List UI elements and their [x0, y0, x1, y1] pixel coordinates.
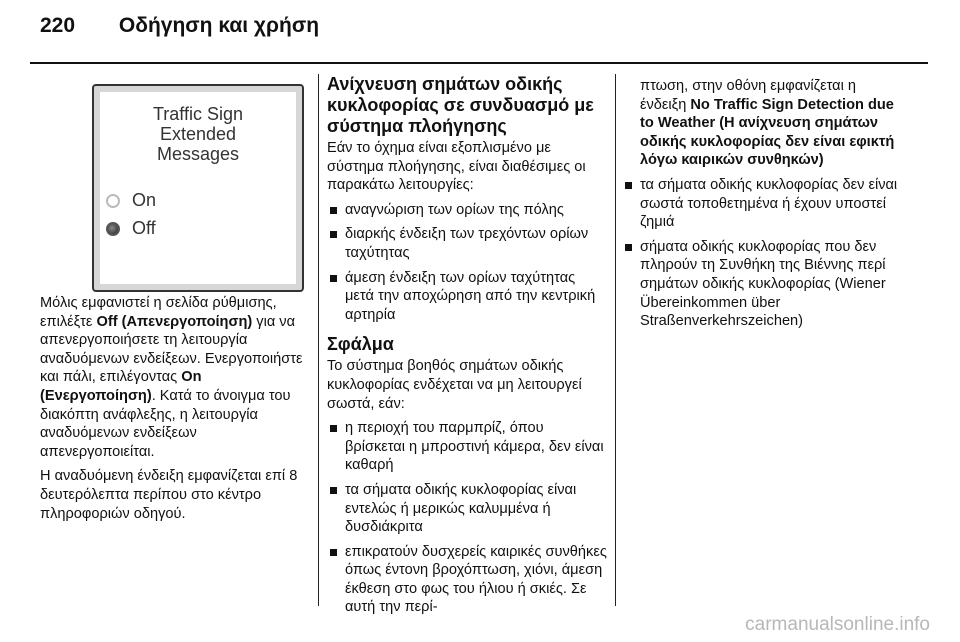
column-divider-1 — [318, 74, 319, 606]
col3-continuation: πτωση, στην οθόνη εμφανίζεται η ένδειξη No Traffic Sign Detection due to Weather (Η ανίχνευση σημάτων οδικής κυκλοφορίας δεν είναι εφικτή λόγω καιρικών συνθηκών) — [640, 78, 895, 169]
header-rule — [30, 62, 928, 64]
column-3 — [622, 77, 904, 337]
option-off — [106, 218, 156, 239]
screen-title: Traffic Sign Extended Messages — [152, 104, 244, 164]
list-item: σήματα οδικής κυκλοφορίας που δεν πληρούν τη Συνθήκη της Βιέννης περί σημάτων οδικής κυκλοφορίας (Wiener Übereinkommen über Straßenverkehrszeichen) — [622, 238, 904, 331]
col1-paragraph-2: Η αναδυόμενη ένδειξη εμφανίζεται επί 8 δευτερόλεπτα περίπου στο κέντρο πληροφοριών οδηγού. — [40, 468, 298, 522]
list-item: η περιοχή του παρμπρίζ, όπου βρίσκεται η μπροστινή κάμερα, δεν είναι καθαρή — [327, 419, 607, 475]
radio-selected-icon — [106, 222, 120, 236]
list-item: διαρκής ένδειξη των τρεχόντων ορίων ταχύτητας — [327, 225, 607, 262]
page-number: 220 — [40, 14, 76, 37]
settings-screen-illustration — [92, 84, 304, 292]
list-item: αναγνώριση των ορίων της πόλης — [327, 201, 607, 220]
col2-paragraph-1: Εάν το όχημα είναι εξοπλισμένο με σύστημα πλοήγησης, είναι διαθέσιμες οι παρακάτω λειτουργίες: — [327, 140, 586, 194]
column-2 — [327, 74, 607, 623]
option-on-label: On — [132, 190, 157, 210]
feature-list — [327, 201, 607, 325]
list-item: επικρατούν δυσχερείς καιρικές συνθήκες όπως έντονη βροχόπτωση, χιόνι, άμεση έκθεση στο φως του ήλιου ή σκιές. Σε αυτή την περί- — [327, 543, 607, 617]
column-1 — [40, 294, 308, 529]
radio-unselected-icon — [106, 194, 120, 208]
col1-paragraph-1: Μόλις εμφανιστεί η σελίδα ρύθμισης, επιλέξτε Off (Απενεργοποίηση) για να απενεργοποιήσετε τη λειτουργία αναδυόμενων ενδείξεων. Ενεργοποιήστε και πάλι, επιλέγοντας On (Ενεργοποίηση). Κατά το άνοιγμα του διακόπτη ανάφλεξης, η λειτουργία αναδυόμενων ενδείξεων απενεργοποιείται. — [40, 295, 303, 460]
option-off-label: Off — [132, 218, 156, 238]
page-header — [40, 14, 319, 38]
page-title: Οδήγηση και χρήση — [118, 14, 320, 37]
error-list-continued — [622, 176, 904, 331]
section-heading-error: Σφάλμα — [327, 334, 394, 355]
watermark: carmanualsonline.info — [745, 614, 930, 635]
list-item: τα σήματα οδικής κυκλοφορίας δεν είναι σωστά τοποθετημένα ή έχουν υποστεί ζημιά — [622, 176, 904, 232]
list-item: άμεση ένδειξη των ορίων ταχύτητας μετά την αποχώρηση από την κεντρική αρτηρία — [327, 269, 607, 325]
section-heading-navigation: Ανίχνευση σημάτων οδικής κυκλοφορίας σε συνδυασμό με σύστημα πλοήγησης — [327, 74, 594, 136]
col2-paragraph-2: Το σύστημα βοηθός σημάτων οδικής κυκλοφορίας ενδέχεται να μη λειτουργεί σωστά, εάν: — [327, 358, 582, 412]
option-on — [106, 190, 156, 211]
column-divider-2 — [615, 74, 616, 606]
error-list — [327, 419, 607, 617]
list-item: τα σήματα οδικής κυκλοφορίας είναι εντελώς ή μερικώς καλυμμένα ή δυσδιάκριτα — [327, 481, 607, 537]
